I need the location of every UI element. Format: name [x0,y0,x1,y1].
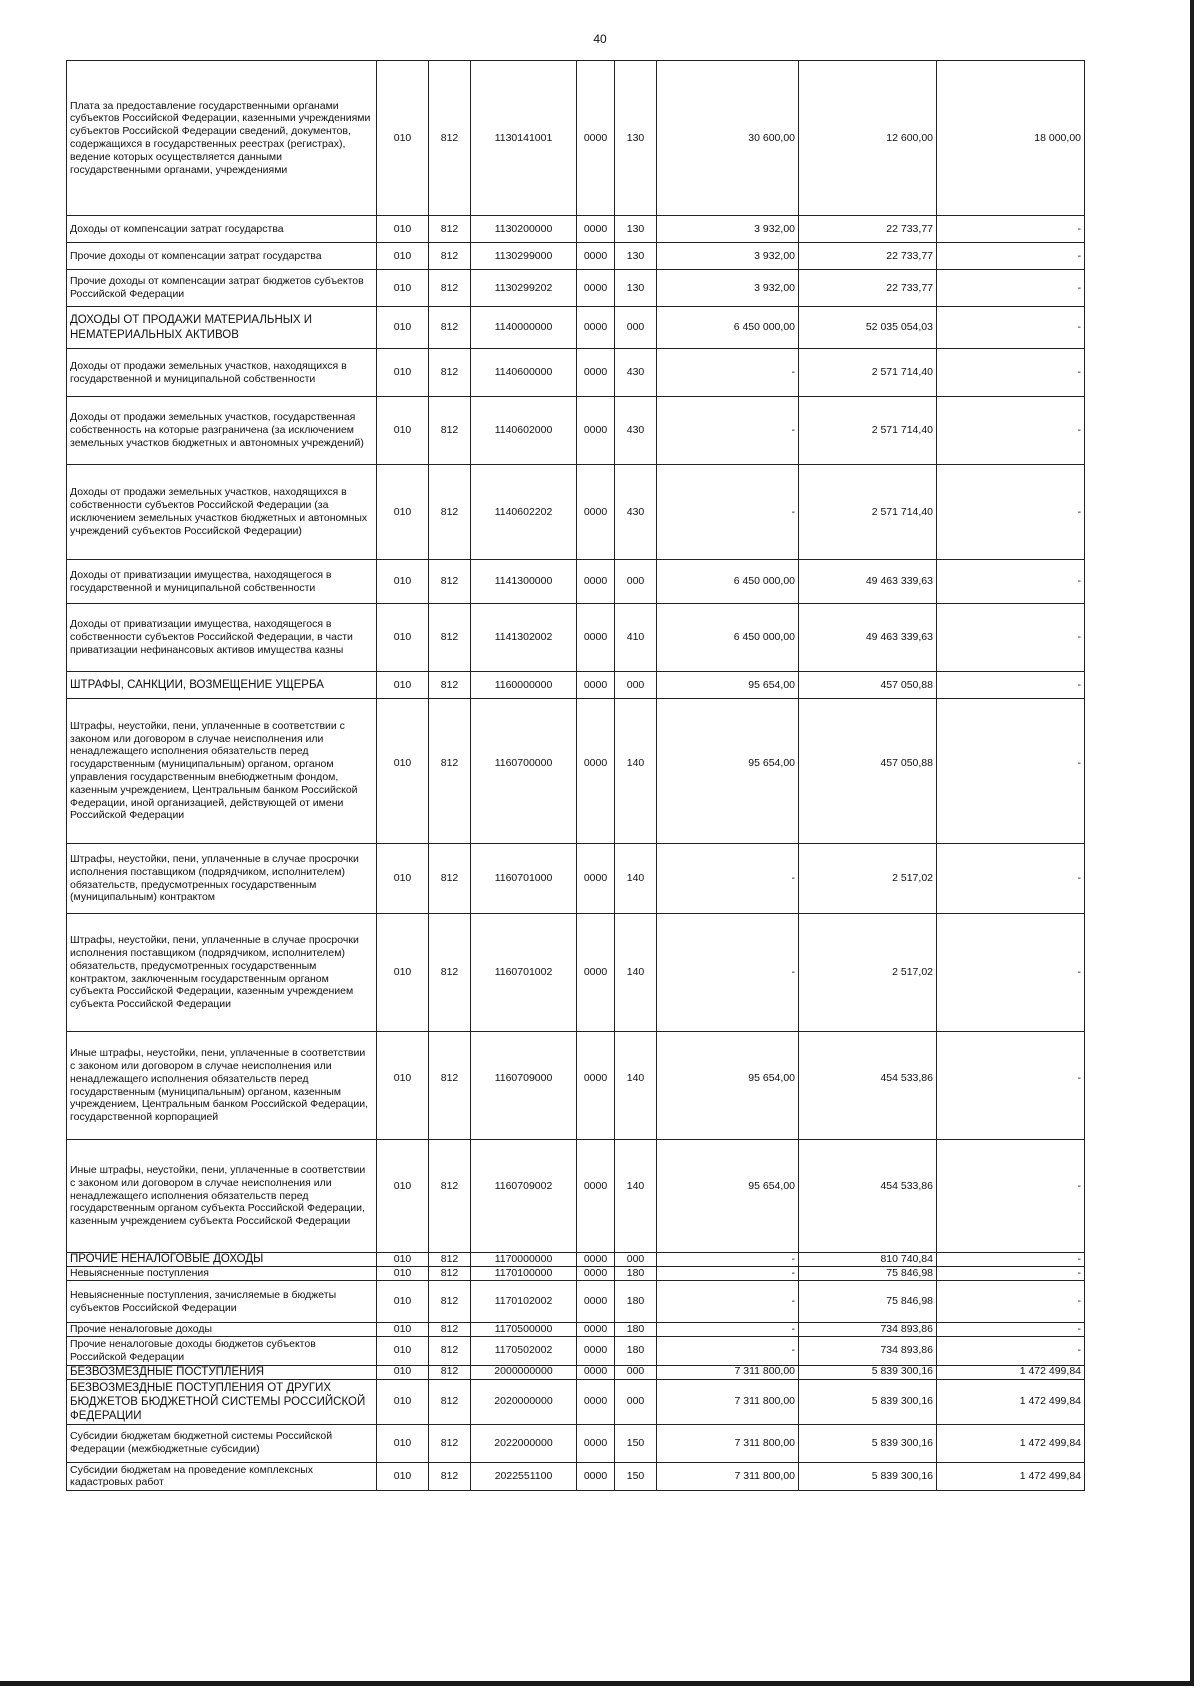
row-unexecuted-amount: - [937,699,1085,844]
row-name: Доходы от продажи земельных участков, находящихся в собственности субъектов Российской Федерации (за исключением земельных участков бюджетных и автономных учреждений субъектов Российской Федерации) [67,465,377,560]
table-row [67,1032,1085,1140]
row-admin-code: 812 [429,397,471,465]
row-admin-code: 812 [429,349,471,397]
row-kosgu-code: 140 [615,844,657,914]
row-executed-amount: 49 463 339,63 [799,604,937,672]
row-approved-amount: - [657,349,799,397]
page-edge-right [1190,0,1194,1684]
table-row [67,307,1085,349]
row-name: ШТРАФЫ, САНКЦИИ, ВОЗМЕЩЕНИЕ УЩЕРБА [67,672,377,699]
table-row [67,1253,1085,1267]
row-subtype-code: 0000 [577,699,615,844]
row-approved-amount: 95 654,00 [657,699,799,844]
row-name: Прочие неналоговые доходы бюджетов субъектов Российской Федерации [67,1337,377,1366]
row-section-code: 010 [377,465,429,560]
revenue-table-body [67,61,1085,1491]
row-unexecuted-amount: - [937,914,1085,1032]
row-name: Иные штрафы, неустойки, пени, уплаченные в соответствии с законом или договором в случае неисполнения или ненадлежащего исполнения обязательств перед государственным органом субъекта Российской Федерации, казенным учреждением субъекта Российской Федерации [67,1140,377,1253]
row-unexecuted-amount: - [937,1323,1085,1337]
row-revenue-code: 1130141001 [471,61,577,216]
row-approved-amount: 3 932,00 [657,243,799,270]
row-executed-amount: 75 846,98 [799,1281,937,1323]
table-row [67,1424,1085,1462]
row-section-code: 010 [377,604,429,672]
row-admin-code: 812 [429,1462,471,1491]
row-section-code: 010 [377,560,429,604]
row-approved-amount: 3 932,00 [657,270,799,307]
table-row [67,1462,1085,1491]
row-executed-amount: 457 050,88 [799,699,937,844]
row-subtype-code: 0000 [577,1337,615,1366]
row-kosgu-code: 000 [615,307,657,349]
table-row [67,270,1085,307]
row-name: Штрафы, неустойки, пени, уплаченные в случае просрочки исполнения поставщиком (подрядчиком, исполнителем) обязательств, предусмотренных государственным (муниципальным) контрактом [67,844,377,914]
row-subtype-code: 0000 [577,604,615,672]
row-name: ДОХОДЫ ОТ ПРОДАЖИ МАТЕРИАЛЬНЫХ И НЕМАТЕРИАЛЬНЫХ АКТИВОВ [67,307,377,349]
table-row [67,672,1085,699]
row-approved-amount: 6 450 000,00 [657,560,799,604]
row-unexecuted-amount: - [937,1281,1085,1323]
table-row [67,216,1085,243]
row-subtype-code: 0000 [577,914,615,1032]
row-section-code: 010 [377,1379,429,1424]
row-executed-amount: 5 839 300,16 [799,1424,937,1462]
row-kosgu-code: 180 [615,1337,657,1366]
row-subtype-code: 0000 [577,844,615,914]
row-subtype-code: 0000 [577,397,615,465]
row-executed-amount: 5 839 300,16 [799,1462,937,1491]
row-revenue-code: 1130299202 [471,270,577,307]
row-admin-code: 812 [429,1267,471,1281]
row-approved-amount: 6 450 000,00 [657,307,799,349]
row-admin-code: 812 [429,699,471,844]
table-row [67,844,1085,914]
row-name: Штрафы, неустойки, пени, уплаченные в случае просрочки исполнения поставщиком (подрядчиком, исполнителем) обязательств, предусмотренных государственным контрактом, заключенным государственным органом субъекта Российской Федерации, казенным учреждением субъекта Российской Федерации [67,914,377,1032]
row-subtype-code: 0000 [577,1365,615,1379]
row-kosgu-code: 140 [615,699,657,844]
row-kosgu-code: 180 [615,1323,657,1337]
row-approved-amount: 95 654,00 [657,1032,799,1140]
row-name: Невыясненные поступления [67,1267,377,1281]
row-section-code: 010 [377,914,429,1032]
row-unexecuted-amount: - [937,1032,1085,1140]
row-executed-amount: 454 533,86 [799,1032,937,1140]
row-subtype-code: 0000 [577,1424,615,1462]
row-executed-amount: 5 839 300,16 [799,1365,937,1379]
row-admin-code: 812 [429,1323,471,1337]
row-approved-amount: 7 311 800,00 [657,1462,799,1491]
row-section-code: 010 [377,1337,429,1366]
row-kosgu-code: 140 [615,1032,657,1140]
row-revenue-code: 1160700000 [471,699,577,844]
row-revenue-code: 1140000000 [471,307,577,349]
row-section-code: 010 [377,1032,429,1140]
row-admin-code: 812 [429,465,471,560]
row-approved-amount: 7 311 800,00 [657,1365,799,1379]
row-unexecuted-amount: 1 472 499,84 [937,1365,1085,1379]
row-kosgu-code: 180 [615,1281,657,1323]
table-row [67,1281,1085,1323]
row-unexecuted-amount: - [937,270,1085,307]
row-unexecuted-amount: - [937,307,1085,349]
row-admin-code: 812 [429,1365,471,1379]
table-row [67,61,1085,216]
row-unexecuted-amount: - [937,672,1085,699]
row-subtype-code: 0000 [577,1462,615,1491]
row-approved-amount: - [657,1323,799,1337]
row-revenue-code: 2000000000 [471,1365,577,1379]
table-row [67,604,1085,672]
table-row [67,465,1085,560]
row-kosgu-code: 430 [615,397,657,465]
row-kosgu-code: 130 [615,61,657,216]
row-section-code: 010 [377,672,429,699]
row-subtype-code: 0000 [577,1379,615,1424]
row-kosgu-code: 430 [615,465,657,560]
row-section-code: 010 [377,397,429,465]
row-admin-code: 812 [429,1424,471,1462]
table-row [67,1379,1085,1424]
row-revenue-code: 1170502002 [471,1337,577,1366]
row-kosgu-code: 140 [615,1140,657,1253]
row-revenue-code: 1140602202 [471,465,577,560]
row-subtype-code: 0000 [577,1267,615,1281]
row-section-code: 010 [377,307,429,349]
row-name: Прочие неналоговые доходы [67,1323,377,1337]
row-unexecuted-amount: - [937,604,1085,672]
row-unexecuted-amount: - [937,1140,1085,1253]
row-unexecuted-amount: 18 000,00 [937,61,1085,216]
row-unexecuted-amount: 1 472 499,84 [937,1462,1085,1491]
row-section-code: 010 [377,349,429,397]
row-name: Доходы от продажи земельных участков, государственная собственность на которые разграничена (за исключением земельных участков бюджетных и автономных учреждений) [67,397,377,465]
row-name: Доходы от приватизации имущества, находящегося в государственной и муниципальной собственности [67,560,377,604]
row-name: Доходы от компенсации затрат государства [67,216,377,243]
row-name: Невыясненные поступления, зачисляемые в бюджеты субъектов Российской Федерации [67,1281,377,1323]
row-kosgu-code: 130 [615,243,657,270]
row-executed-amount: 22 733,77 [799,270,937,307]
revenue-table [66,60,1085,1491]
row-revenue-code: 1140602000 [471,397,577,465]
row-revenue-code: 1130299000 [471,243,577,270]
table-row [67,1365,1085,1379]
row-revenue-code: 1160000000 [471,672,577,699]
row-approved-amount: 7 311 800,00 [657,1379,799,1424]
row-subtype-code: 0000 [577,349,615,397]
row-revenue-code: 1130200000 [471,216,577,243]
row-approved-amount: - [657,1253,799,1267]
row-subtype-code: 0000 [577,1323,615,1337]
row-approved-amount: - [657,1337,799,1366]
row-admin-code: 812 [429,844,471,914]
row-executed-amount: 2 571 714,40 [799,465,937,560]
row-executed-amount: 734 893,86 [799,1337,937,1366]
row-name: Доходы от приватизации имущества, находящегося в собственности субъектов Российской Федерации, в части приватизации нефинансовых активов имущества казны [67,604,377,672]
row-revenue-code: 1170100000 [471,1267,577,1281]
row-kosgu-code: 000 [615,1365,657,1379]
row-subtype-code: 0000 [577,243,615,270]
row-revenue-code: 1140600000 [471,349,577,397]
row-kosgu-code: 130 [615,270,657,307]
row-approved-amount: 7 311 800,00 [657,1424,799,1462]
row-name: Субсидии бюджетам бюджетной системы Российской Федерации (межбюджетные субсидии) [67,1424,377,1462]
row-name: Доходы от продажи земельных участков, находящихся в государственной и муниципальной собственности [67,349,377,397]
row-subtype-code: 0000 [577,560,615,604]
row-revenue-code: 2022000000 [471,1424,577,1462]
row-revenue-code: 1160701002 [471,914,577,1032]
row-subtype-code: 0000 [577,1253,615,1267]
row-approved-amount: - [657,914,799,1032]
row-unexecuted-amount: - [937,1267,1085,1281]
row-unexecuted-amount: - [937,844,1085,914]
row-unexecuted-amount: - [937,1253,1085,1267]
row-admin-code: 812 [429,1140,471,1253]
row-kosgu-code: 000 [615,1253,657,1267]
row-kosgu-code: 130 [615,216,657,243]
row-kosgu-code: 180 [615,1267,657,1281]
row-name: БЕЗВОЗМЕЗДНЫЕ ПОСТУПЛЕНИЯ ОТ ДРУГИХ БЮДЖЕТОВ БЮДЖЕТНОЙ СИСТЕМЫ РОССИЙСКОЙ ФЕДЕРАЦИИ [67,1379,377,1424]
row-subtype-code: 0000 [577,672,615,699]
table-row [67,1267,1085,1281]
row-admin-code: 812 [429,914,471,1032]
row-section-code: 010 [377,1281,429,1323]
row-approved-amount: 95 654,00 [657,1140,799,1253]
row-approved-amount: - [657,397,799,465]
table-row [67,914,1085,1032]
row-section-code: 010 [377,270,429,307]
table-row [67,243,1085,270]
row-name: Штрафы, неустойки, пени, уплаченные в соответствии с законом или договором в случае неисполнения или ненадлежащего исполнения обязательств перед государственным (муниципальным) органом, органом управления государственным внебюджетным фондом, казенным учреждением, Центральным банком Российской Федерации, иной организацией, действующей от имени Российской Федерации [67,699,377,844]
row-section-code: 010 [377,699,429,844]
row-admin-code: 812 [429,1253,471,1267]
row-subtype-code: 0000 [577,465,615,560]
row-name: Прочие доходы от компенсации затрат государства [67,243,377,270]
row-section-code: 010 [377,1140,429,1253]
row-subtype-code: 0000 [577,1140,615,1253]
row-executed-amount: 22 733,77 [799,243,937,270]
table-row [67,560,1085,604]
row-unexecuted-amount: 1 472 499,84 [937,1424,1085,1462]
row-section-code: 010 [377,844,429,914]
row-section-code: 010 [377,216,429,243]
row-name: Прочие доходы от компенсации затрат бюджетов субъектов Российской Федерации [67,270,377,307]
row-section-code: 010 [377,1267,429,1281]
row-subtype-code: 0000 [577,216,615,243]
row-revenue-code: 1170102002 [471,1281,577,1323]
row-approved-amount: - [657,844,799,914]
row-section-code: 010 [377,61,429,216]
page-edge-bottom [0,1681,1194,1686]
row-executed-amount: 2 517,02 [799,844,937,914]
row-unexecuted-amount: - [937,465,1085,560]
row-admin-code: 812 [429,216,471,243]
row-revenue-code: 1141300000 [471,560,577,604]
row-revenue-code: 2020000000 [471,1379,577,1424]
row-executed-amount: 2 517,02 [799,914,937,1032]
row-subtype-code: 0000 [577,1032,615,1140]
row-executed-amount: 75 846,98 [799,1267,937,1281]
row-revenue-code: 2022551100 [471,1462,577,1491]
row-admin-code: 812 [429,1379,471,1424]
row-name: ПРОЧИЕ НЕНАЛОГОВЫЕ ДОХОДЫ [67,1253,377,1267]
row-name: Плата за предоставление государственными органами субъектов Российской Федерации, казенными учреждениями субъектов Российской Федерации сведений, документов, содержащихся в государственных реестрах (регистрах), ведение которых осуществляется данными государственными органами, учреждениями [67,61,377,216]
row-admin-code: 812 [429,243,471,270]
row-approved-amount: 3 932,00 [657,216,799,243]
row-admin-code: 812 [429,1032,471,1140]
row-section-code: 010 [377,1424,429,1462]
row-unexecuted-amount: - [937,216,1085,243]
row-revenue-code: 1141302002 [471,604,577,672]
table-row [67,699,1085,844]
row-executed-amount: 49 463 339,63 [799,560,937,604]
row-kosgu-code: 410 [615,604,657,672]
row-subtype-code: 0000 [577,1281,615,1323]
row-subtype-code: 0000 [577,61,615,216]
row-approved-amount: 6 450 000,00 [657,604,799,672]
row-unexecuted-amount: 1 472 499,84 [937,1379,1085,1424]
row-subtype-code: 0000 [577,270,615,307]
row-section-code: 010 [377,1253,429,1267]
row-executed-amount: 5 839 300,16 [799,1379,937,1424]
row-section-code: 010 [377,1323,429,1337]
row-subtype-code: 0000 [577,307,615,349]
row-unexecuted-amount: - [937,243,1085,270]
row-name: БЕЗВОЗМЕЗДНЫЕ ПОСТУПЛЕНИЯ [67,1365,377,1379]
row-admin-code: 812 [429,1337,471,1366]
row-executed-amount: 52 035 054,03 [799,307,937,349]
row-name: Иные штрафы, неустойки, пени, уплаченные в соответствии с законом или договором в случае неисполнения или ненадлежащего исполнения обязательств перед государственным (муниципальным) органом, казенным учреждением, Центральным банком Российской Федерации, государственной корпорацией [67,1032,377,1140]
row-kosgu-code: 000 [615,1379,657,1424]
row-executed-amount: 454 533,86 [799,1140,937,1253]
row-section-code: 010 [377,1365,429,1379]
row-kosgu-code: 430 [615,349,657,397]
row-section-code: 010 [377,243,429,270]
row-revenue-code: 1170500000 [471,1323,577,1337]
row-admin-code: 812 [429,270,471,307]
row-section-code: 010 [377,1462,429,1491]
row-revenue-code: 1160709000 [471,1032,577,1140]
row-approved-amount: - [657,1267,799,1281]
row-executed-amount: 457 050,88 [799,672,937,699]
row-unexecuted-amount: - [937,560,1085,604]
row-approved-amount: - [657,465,799,560]
row-executed-amount: 810 740,84 [799,1253,937,1267]
row-admin-code: 812 [429,604,471,672]
row-admin-code: 812 [429,560,471,604]
table-row [67,349,1085,397]
row-kosgu-code: 150 [615,1424,657,1462]
row-kosgu-code: 150 [615,1462,657,1491]
row-admin-code: 812 [429,1281,471,1323]
row-executed-amount: 734 893,86 [799,1323,937,1337]
table-row [67,1140,1085,1253]
table-row [67,1323,1085,1337]
row-executed-amount: 2 571 714,40 [799,397,937,465]
row-approved-amount: 95 654,00 [657,672,799,699]
row-unexecuted-amount: - [937,1337,1085,1366]
row-kosgu-code: 000 [615,672,657,699]
row-revenue-code: 1170000000 [471,1253,577,1267]
row-executed-amount: 22 733,77 [799,216,937,243]
table-row [67,397,1085,465]
row-revenue-code: 1160701000 [471,844,577,914]
row-approved-amount: - [657,1281,799,1323]
row-admin-code: 812 [429,307,471,349]
page-number: 40 [593,32,607,46]
row-revenue-code: 1160709002 [471,1140,577,1253]
row-executed-amount: 12 600,00 [799,61,937,216]
row-admin-code: 812 [429,672,471,699]
row-unexecuted-amount: - [937,397,1085,465]
row-approved-amount: 30 600,00 [657,61,799,216]
table-row [67,1337,1085,1366]
row-admin-code: 812 [429,61,471,216]
row-kosgu-code: 000 [615,560,657,604]
row-kosgu-code: 140 [615,914,657,1032]
row-name: Субсидии бюджетам на проведение комплексных кадастровых работ [67,1462,377,1491]
row-unexecuted-amount: - [937,349,1085,397]
row-executed-amount: 2 571 714,40 [799,349,937,397]
